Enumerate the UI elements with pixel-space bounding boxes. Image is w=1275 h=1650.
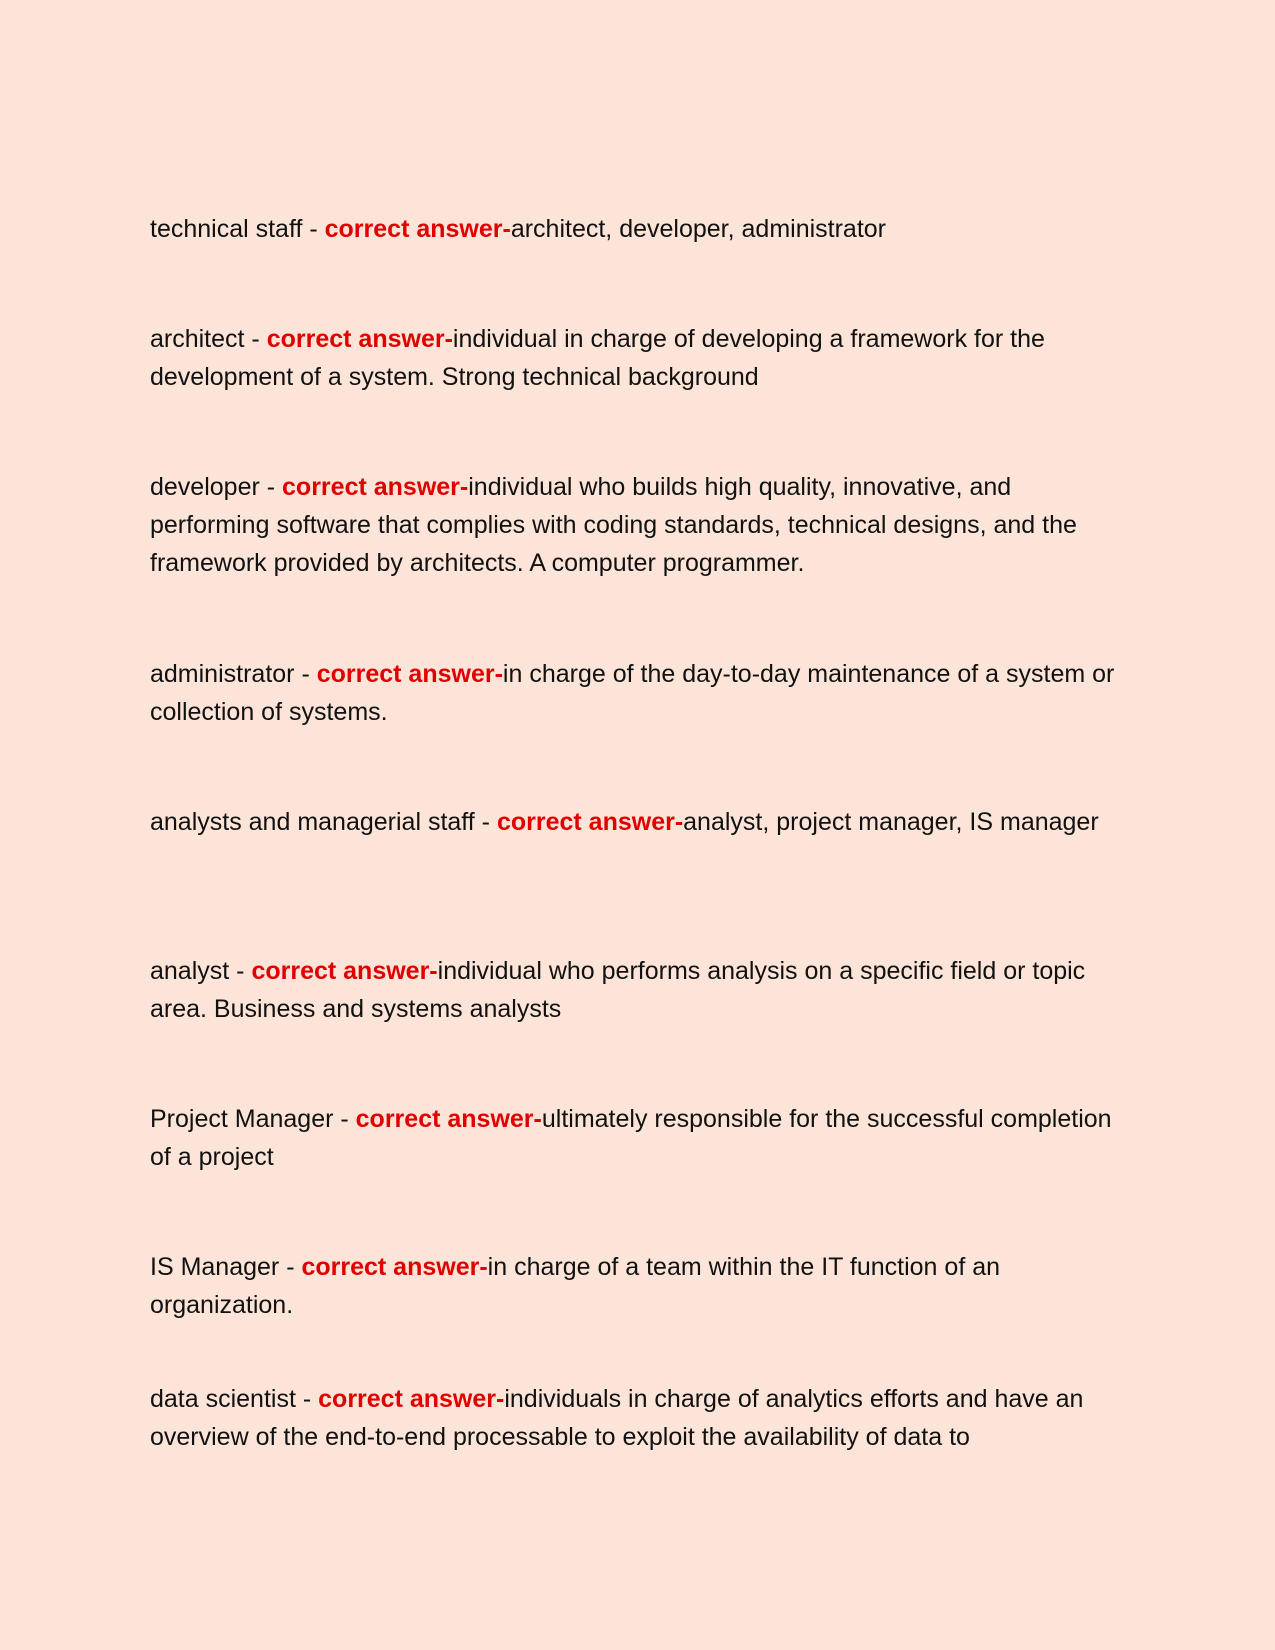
entry-separator: -	[294, 660, 317, 688]
entry-separator: -	[259, 473, 283, 501]
entry-term: analyst	[150, 957, 230, 985]
entry-definition: individual who builds high quality, innovative, and performing software that complies with coding standards, technical designs, and the framework provided by architects. A computer programmer.	[150, 473, 1077, 577]
flashcard-entry-analyst	[150, 952, 1130, 1028]
entry-separator: -	[295, 1385, 319, 1413]
correct-answer-label: correct answer-	[496, 808, 684, 836]
entry-definition: in charge of the day-to-day maintenance of a system or collection of systems.	[150, 660, 1115, 726]
correct-answer-label: correct answer-	[318, 1385, 505, 1413]
flashcard-entry-administrator	[150, 655, 1130, 731]
entry-definition: analyst, project manager, IS manager	[683, 808, 1099, 836]
flashcard-entry-analysts-and-managerial-staff	[150, 803, 1130, 841]
entry-separator: -	[279, 1253, 302, 1281]
flashcard-entry-technical-staff	[150, 210, 1130, 248]
entry-separator: -	[244, 325, 267, 353]
entry-separator: -	[229, 957, 252, 985]
entry-term: developer	[150, 473, 260, 501]
entry-definition: individual in charge of developing a framework for the development of a system. Strong technical background	[150, 325, 1045, 391]
entry-definition: individuals in charge of analytics efforts and have an overview of the end-to-end processable to exploit the availability of data to	[150, 1385, 1084, 1451]
flashcard-entry-developer	[150, 468, 1130, 582]
entry-term: IS Manager	[150, 1253, 280, 1281]
entry-definition: architect, developer, administrator	[510, 215, 887, 243]
entry-term: analysts and managerial staff	[150, 808, 475, 836]
entry-separator: -	[302, 215, 325, 243]
correct-answer-label: correct answer-	[355, 1105, 542, 1133]
correct-answer-label: correct answer-	[316, 660, 503, 688]
entry-definition: in charge of a team within the IT function of an organization.	[150, 1253, 1001, 1319]
flashcard-entry-is-manager	[150, 1248, 1130, 1324]
flashcard-entry-data-scientist	[150, 1380, 1130, 1456]
correct-answer-label: correct answer-	[301, 1253, 488, 1281]
entry-term: technical staff	[150, 215, 303, 243]
correct-answer-label: correct answer-	[324, 215, 511, 243]
entry-term: data scientist	[150, 1385, 296, 1413]
entry-separator: -	[474, 808, 497, 836]
entry-definition: individual who performs analysis on a specific field or topic area. Business and systems analysts	[150, 957, 1086, 1023]
entry-term: Project Manager	[150, 1105, 334, 1133]
entry-definition: ultimately responsible for the successful completion of a project	[150, 1105, 1112, 1171]
correct-answer-label: correct answer-	[251, 957, 438, 985]
correct-answer-label: correct answer-	[266, 325, 453, 353]
entry-term: architect	[150, 325, 245, 353]
flashcard-entry-architect	[150, 320, 1130, 396]
correct-answer-label: correct answer-	[282, 473, 469, 501]
entry-term: administrator	[150, 660, 295, 688]
entry-separator: -	[333, 1105, 356, 1133]
flashcard-entry-project-manager	[150, 1100, 1130, 1176]
